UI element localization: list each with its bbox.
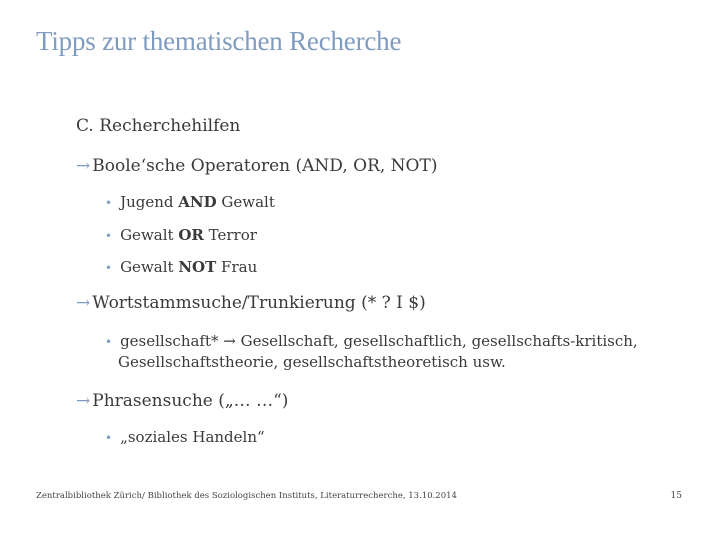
bullet-icon: • [105, 196, 113, 210]
arrow-icon: → [76, 156, 91, 176]
arrow-icon: → [76, 293, 91, 313]
group-heading-truncation [76, 293, 426, 313]
bullet-icon: • [105, 335, 113, 349]
operator-keyword: AND [178, 193, 217, 211]
item-text-post: Frau [216, 258, 258, 276]
footer-text: Zentralbibliothek Zürich/ Bibliothek des Soziologischen Instituts, Literaturrecherche, 13.10.2014 [36, 491, 457, 501]
operator-keyword: OR [178, 226, 204, 244]
item-text: gesellschaft* → Gesellschaft, gesellschaftlich, gesellschafts-kritisch, Gesellschaftstheorie, gesellschaftstheoretisch usw. [118, 332, 638, 371]
item-text: „soziales Handeln“ [120, 428, 265, 446]
list-item [105, 192, 275, 213]
group-heading-phrase [76, 391, 288, 411]
list-item [105, 257, 257, 278]
group-heading-boolean [76, 156, 437, 176]
bullet-icon: • [105, 431, 113, 445]
operator-keyword: NOT [178, 258, 217, 276]
item-text-pre: Jugend [120, 193, 179, 211]
item-text-post: Gewalt [216, 193, 275, 211]
list-item [105, 331, 698, 372]
item-text-pre: Gewalt [120, 226, 179, 244]
list-item [105, 427, 265, 448]
group-heading-text: Boole‘sche Operatoren (AND, OR, NOT) [92, 156, 438, 176]
item-text-pre: Gewalt [120, 258, 179, 276]
list-item [105, 225, 257, 246]
page-number: 15 [670, 491, 682, 501]
slide-title: Tipps zur thematischen Recherche [36, 26, 402, 56]
section-heading: C. Recherchehilfen [76, 116, 241, 136]
arrow-icon: → [76, 391, 91, 411]
bullet-icon: • [105, 261, 113, 275]
group-heading-text: Phrasensuche („… …“) [92, 391, 289, 411]
group-heading-text: Wortstammsuche/Trunkierung (* ? I $) [92, 293, 426, 313]
item-text-post: Terror [203, 226, 257, 244]
bullet-icon: • [105, 229, 113, 243]
